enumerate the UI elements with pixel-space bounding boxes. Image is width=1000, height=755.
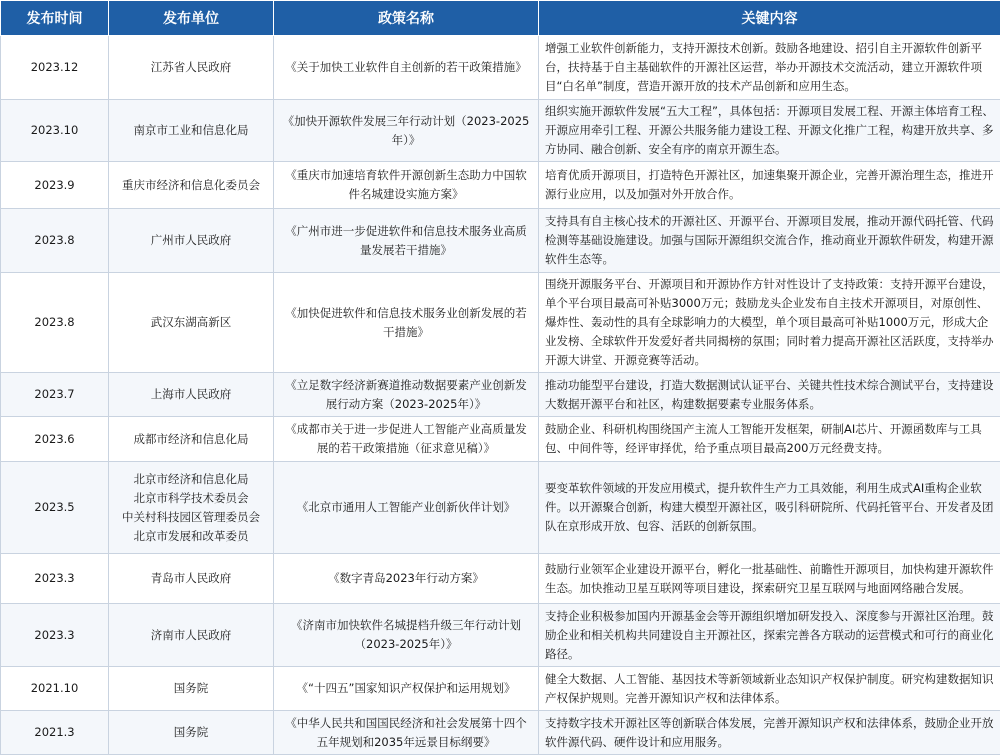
row-date: 2023.3 bbox=[1, 604, 109, 667]
row-date: 2021.3 bbox=[1, 711, 109, 755]
row-unit: 重庆市经济和信息化委员会 bbox=[109, 162, 274, 209]
row-date: 2023.8 bbox=[1, 273, 109, 373]
table-row bbox=[1, 604, 1000, 667]
row-content: 要变革软件领域的开发应用模式，提升软件生产力工具效能，利用生成式AI重构企业软件。以开源聚合创新，构建大模型开源社区，吸引科研院所、代码托管平台、开发者及团队在京形成开放、包容、活跃的创新氛围。 bbox=[539, 462, 1000, 554]
table-row bbox=[1, 100, 1000, 162]
row-unit: 南京市工业和信息化局 bbox=[109, 100, 274, 162]
row-date: 2023.3 bbox=[1, 554, 109, 604]
table-row bbox=[1, 711, 1000, 755]
row-policy: 《济南市加快软件名城提档升级三年行动计划（2023-2025年）》 bbox=[274, 604, 539, 667]
unit-line: 北京市科学技术委员会 bbox=[115, 489, 267, 508]
row-unit: 国务院 bbox=[109, 667, 274, 711]
unit-line: 北京市经济和信息化局 bbox=[115, 470, 267, 489]
row-date: 2023.8 bbox=[1, 209, 109, 273]
row-unit: 济南市人民政府 bbox=[109, 604, 274, 667]
row-policy: 《数字青岛2023年行动方案》 bbox=[274, 554, 539, 604]
row-content: 支持企业积极参加国内开源基金会等开源组织增加研发投入、深度参与开源社区治理。鼓励企业和相关机构共同建设自主开源社区，探索完善各方联动的运营模式和可行的商业化路径。 bbox=[539, 604, 1000, 667]
row-date: 2023.5 bbox=[1, 462, 109, 554]
row-policy: 《“十四五”国家知识产权保护和运用规划》 bbox=[274, 667, 539, 711]
row-unit: 成都市经济和信息化局 bbox=[109, 417, 274, 462]
row-policy: 《中华人民共和国国民经济和社会发展第十四个五年规划和2035年远景目标纲要》 bbox=[274, 711, 539, 755]
row-date: 2023.9 bbox=[1, 162, 109, 209]
row-date: 2021.10 bbox=[1, 667, 109, 711]
row-policy: 《关于加快工业软件自主创新的若干政策措施》 bbox=[274, 36, 539, 100]
table-row bbox=[1, 209, 1000, 273]
row-unit: 上海市人民政府 bbox=[109, 373, 274, 417]
row-unit: 武汉东湖高新区 bbox=[109, 273, 274, 373]
table-row bbox=[1, 417, 1000, 462]
header-row bbox=[1, 1, 1000, 36]
row-policy: 《加快促进软件和信息技术服务业创新发展的若干措施》 bbox=[274, 273, 539, 373]
table-row bbox=[1, 36, 1000, 100]
row-date: 2023.12 bbox=[1, 36, 109, 100]
row-policy: 《立足数字经济新赛道推动数据要素产业创新发展行动方案（2023-2025年）》 bbox=[274, 373, 539, 417]
row-date: 2023.10 bbox=[1, 100, 109, 162]
table-row bbox=[1, 462, 1000, 554]
row-content: 健全大数据、人工智能、基因技术等新领域新业态知识产权保护制度。研究构建数据知识产权保护规则。完善开源知识产权和法律体系。 bbox=[539, 667, 1000, 711]
row-policy: 《重庆市加速培育软件开源创新生态助力中国软件名城建设实施方案》 bbox=[274, 162, 539, 209]
row-policy: 《北京市通用人工智能产业创新伙伴计划》 bbox=[274, 462, 539, 554]
row-content: 增强工业软件创新能力，支持开源技术创新。鼓励各地建设、招引自主开源软件创新平台，扶持基于自主基础软件的开源社区运营，举办开源技术交流活动，建立开源软件项目“白名单”制度，营造开源开放的技术产品创新和应用生态。 bbox=[539, 36, 1000, 100]
row-unit: 国务院 bbox=[109, 711, 274, 755]
row-unit: 广州市人民政府 bbox=[109, 209, 274, 273]
row-content: 鼓励行业领军企业建设开源平台，孵化一批基础性、前瞻性开源项目，加快构建开源软件生态。加快推动卫星互联网等项目建设，探索研究卫星互联网与地面网络融合发展。 bbox=[539, 554, 1000, 604]
row-content: 鼓励企业、科研机构围绕国产主流人工智能开发框架，研制AI芯片、开源函数库与工具包、中间件等，经评审择优，给予重点项目最高200万元经费支持。 bbox=[539, 417, 1000, 462]
row-date: 2023.7 bbox=[1, 373, 109, 417]
row-unit: 青岛市人民政府 bbox=[109, 554, 274, 604]
row-unit bbox=[109, 462, 274, 554]
unit-line: 北京市发展和改革委员 bbox=[115, 527, 267, 546]
row-policy: 《成都市关于进一步促进人工智能产业高质量发展的若干政策措施（征求意见稿）》 bbox=[274, 417, 539, 462]
row-content: 推动功能型平台建设，打造大数据测试认证平台、关键共性技术综合测试平台，支持建设大数据开源平台和社区，构建数据要素专业服务体系。 bbox=[539, 373, 1000, 417]
header-policy: 政策名称 bbox=[274, 1, 539, 36]
row-unit: 江苏省人民政府 bbox=[109, 36, 274, 100]
table-row bbox=[1, 667, 1000, 711]
row-content: 支持数字技术开源社区等创新联合体发展，完善开源知识产权和法律体系，鼓励企业开放软件源代码、硬件设计和应用服务。 bbox=[539, 711, 1000, 755]
row-content: 培育优质开源项目，打造特色开源社区，加速集聚开源企业，完善开源治理生态，推进开源行业应用，以及加强对外开放合作。 bbox=[539, 162, 1000, 209]
table-row bbox=[1, 273, 1000, 373]
header-content: 关键内容 bbox=[539, 1, 1000, 36]
table-row bbox=[1, 373, 1000, 417]
row-content: 围绕开源服务平台、开源项目和开源协作方针对性设计了支持政策：支持开源平台建设，单个平台项目最高可补贴3000万元；鼓励龙头企业发布自主技术开源项目，对原创性、爆炸性、轰动性的具有全球影响力的大模型，单个项目最高可补贴1000万元，形成大企业发榜、全球软件开发爱好者共同揭榜的氛围；同时着力提高开源社区活跃度，支持举办开源大讲堂、开源竞赛等活动。 bbox=[539, 273, 1000, 373]
row-policy: 《加快开源软件发展三年行动计划（2023-2025年）》 bbox=[274, 100, 539, 162]
table-row bbox=[1, 554, 1000, 604]
row-date: 2023.6 bbox=[1, 417, 109, 462]
header-unit: 发布单位 bbox=[109, 1, 274, 36]
unit-line: 中关村科技园区管理委员会 bbox=[115, 508, 267, 527]
row-content: 组织实施开源软件发展“五大工程”，具体包括：开源项目发展工程、开源主体培育工程、开源应用牵引工程、开源公共服务能力建设工程、开源文化推广工程，构建开放共享、多方协同、融合创新、安全有序的南京开源生态。 bbox=[539, 100, 1000, 162]
header-date: 发布时间 bbox=[1, 1, 109, 36]
row-policy: 《广州市进一步促进软件和信息技术服务业高质量发展若干措施》 bbox=[274, 209, 539, 273]
row-content: 支持具有自主核心技术的开源社区、开源平台、开源项目发展，推动开源代码托管、代码检测等基础设施建设。加强与国际开源组织交流合作，推动商业开源软件研发，构建开源软件生态等。 bbox=[539, 209, 1000, 273]
table-row bbox=[1, 162, 1000, 209]
